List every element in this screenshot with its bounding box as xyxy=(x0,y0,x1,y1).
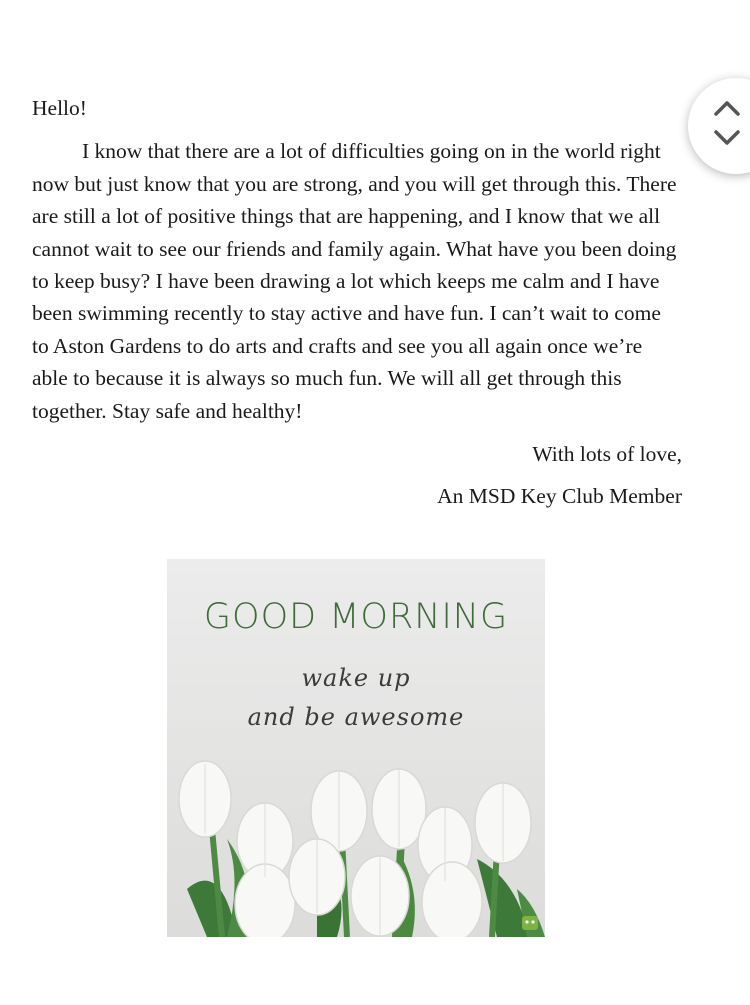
letter-signature: An MSD Key Club Member xyxy=(437,484,682,509)
letter-closing: With lots of love, xyxy=(532,442,682,467)
letter-greeting: Hello! xyxy=(32,96,87,120)
letter xyxy=(32,92,682,523)
image-line-1: wake up xyxy=(301,664,411,692)
page-scroll-control[interactable] xyxy=(688,78,750,174)
image-line-2: and be awesome xyxy=(247,703,465,731)
letter-closing-block xyxy=(32,438,682,513)
chevron-down-icon[interactable] xyxy=(712,128,742,148)
good-morning-image xyxy=(167,559,545,937)
image-title: GOOD MORNING xyxy=(203,597,509,637)
chevron-up-icon[interactable] xyxy=(712,98,742,118)
letter-body: I know that there are a lot of difficulties going on in the world right now but just know that you are strong, and you will get through this. There are still a lot of positive things that are happening, and I know that we all cannot wait to see our friends and family again. What have you been doing to keep busy? I have been drawing a lot which keeps me calm and I have been swimming recently to stay active and have fun. I can’t wait to come to Aston Gardens to do arts and crafts and see you all again once we’re able to because it is always so much fun. We will all get through this together. Stay safe and healthy! xyxy=(32,139,677,423)
